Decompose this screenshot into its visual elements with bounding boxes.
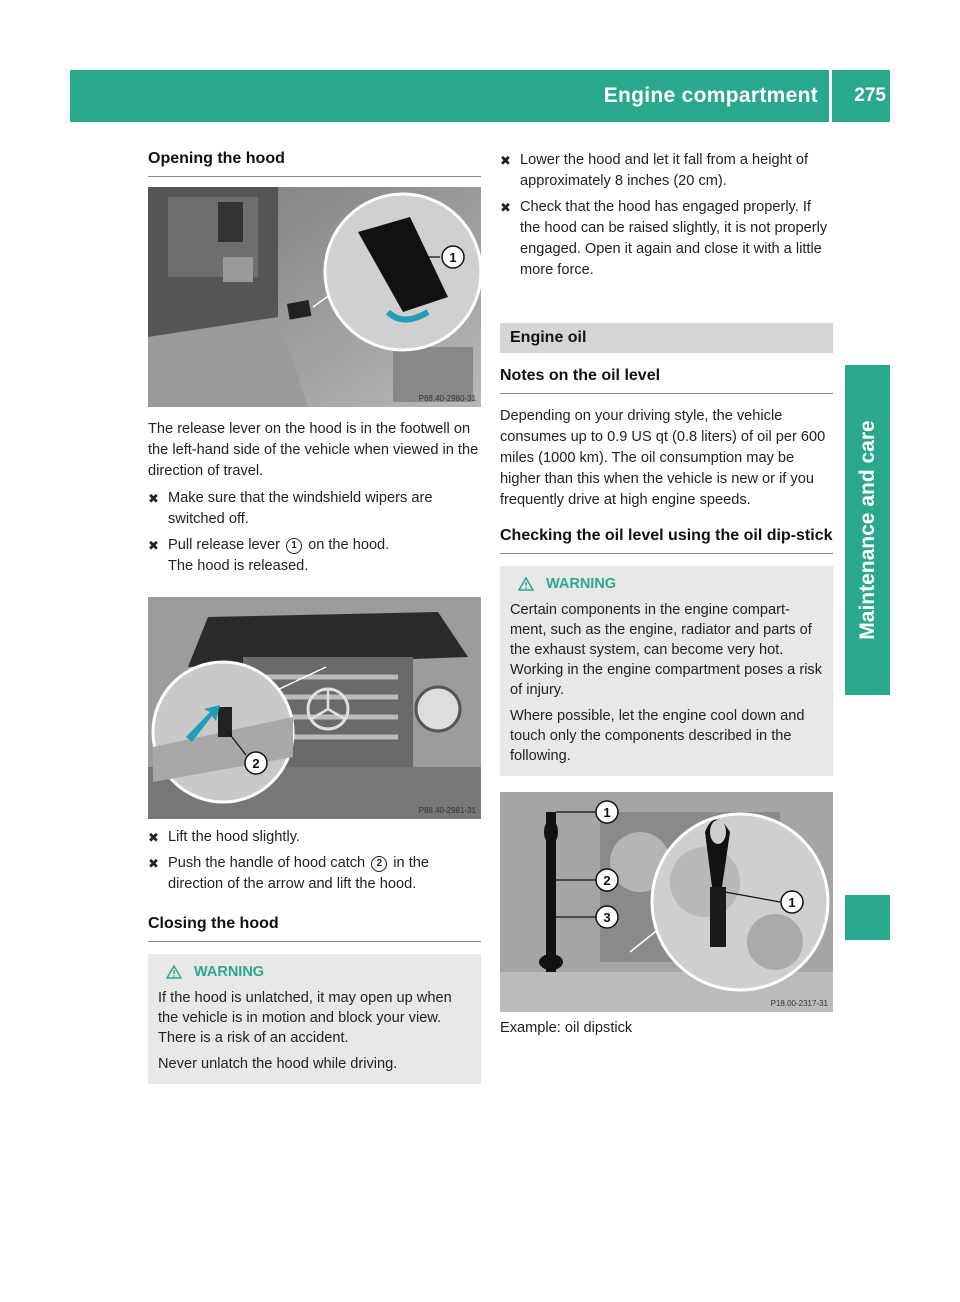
chapter-title: Engine compartment [603, 84, 818, 107]
section-side-tab [845, 365, 890, 695]
step-pull-lever [148, 535, 481, 577]
step-arrow-icon: ✖ [148, 491, 159, 506]
oil-level-notes-heading: Notes on the oil level [500, 367, 833, 394]
step-text: Make sure that the windshield wipers are switched off. [168, 490, 433, 527]
figure2-code: P88.40-2981-31 [418, 806, 476, 815]
step-text: in the direction of the arrow and lift the hood. [168, 855, 429, 892]
oil-consumption-paragraph: Depending on your driving style, the vehicle consumes up to 0.9 US qt (0.8 liters) of oil per 600 miles (1000 km). The oil consumption may be higher than this when the vehicle is new or if you frequently drive at high engine speeds. [500, 408, 826, 508]
warning-text-2: Never unlatch the hood while driving. [158, 1056, 398, 1072]
page-number: 275 [854, 85, 886, 106]
step-text: Pull release lever [168, 537, 280, 553]
oil-dipstick-figure [500, 792, 833, 1012]
side-tab-marker [845, 895, 890, 940]
step-text: Lift the hood slightly. [168, 829, 300, 845]
warning-label: WARNING [546, 576, 617, 592]
opening-hood-heading: Opening the hood [148, 150, 481, 177]
engine-oil-section-bar: Engine oil [500, 323, 833, 353]
header-divider [829, 70, 832, 122]
step-result: The hood is released. [168, 558, 309, 574]
step-arrow-icon: ✖ [148, 538, 159, 553]
dipstick-caption: Example: oil dipstick [500, 1020, 633, 1036]
left-column [148, 150, 481, 1084]
figure3-callout-3: 3 [603, 910, 611, 925]
engine-warning-box [500, 566, 833, 776]
callout-2: 2 [371, 856, 387, 872]
figure1-callout-1: 1 [449, 250, 457, 265]
step-arrow-icon: ✖ [500, 200, 511, 215]
step-arrow-icon: ✖ [148, 856, 159, 871]
figure3-callout-1: 1 [603, 805, 611, 820]
oil-dipstick-heading: Checking the oil level using the oil dip-stick [500, 527, 833, 554]
hood-catch-figure [148, 597, 481, 819]
step-lift-hood [148, 827, 481, 848]
step-lower-hood [500, 150, 833, 192]
figure3-callout-2: 2 [603, 873, 611, 888]
right-column [500, 150, 833, 1036]
warning-heading [518, 576, 823, 592]
figure2-callout-2: 2 [252, 756, 260, 771]
step-text: Push the handle of hood catch [168, 855, 366, 871]
figure3-callout-1b: 1 [788, 895, 796, 910]
step-push-handle [148, 853, 481, 895]
figure1-code: P88.40-2980-31 [418, 394, 476, 403]
header-bar [70, 70, 890, 122]
figure3-code: P18.00-2317-31 [770, 999, 828, 1008]
step-text: Check that the hood has engaged properly. If the hood can be raised slightly, it is not properly engaged. Open it again and close it with a little more force. [520, 199, 828, 278]
step-arrow-icon: ✖ [148, 830, 159, 845]
warning-heading [166, 964, 471, 980]
warning-label: WARNING [194, 964, 265, 980]
step-text: Lower the hood and let it fall from a height of approximately 8 inches (20 cm). [520, 152, 808, 189]
footwell-release-lever-figure [148, 187, 481, 407]
warning-triangle-icon [166, 965, 182, 979]
warning-text-1: Certain components in the engine compart-ment, such as the engine, radiator and parts of the exhaust system, can become very hot. Working in the engine compartment poses a risk of injury. [510, 602, 823, 698]
step-text: on the hood. [308, 537, 390, 553]
closing-warning-box [148, 954, 481, 1084]
side-tab-label: Maintenance and care [856, 420, 879, 640]
step-check-hood [500, 197, 833, 281]
step-arrow-icon: ✖ [500, 153, 511, 168]
warning-triangle-icon [518, 577, 534, 591]
release-lever-paragraph: The release lever on the hood is in the footwell on the left-hand side of the vehicle when viewed in the direction of travel. [148, 421, 479, 479]
warning-text-1: If the hood is unlatched, it may open up when the vehicle is in motion and block your view. There is a risk of an accident. [158, 990, 452, 1046]
step-wipers-off [148, 488, 481, 530]
closing-hood-heading: Closing the hood [148, 915, 481, 942]
callout-1: 1 [286, 538, 302, 554]
warning-text-2: Where possible, let the engine cool down and touch only the components described in the following. [510, 708, 805, 764]
